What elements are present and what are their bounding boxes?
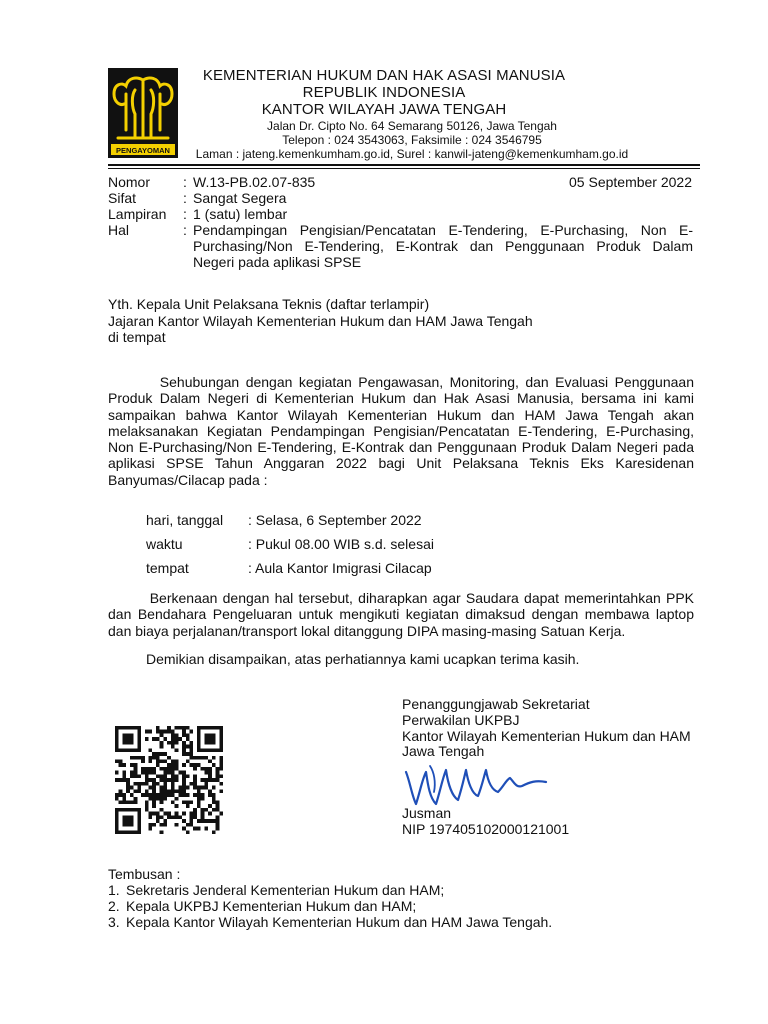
logo-label: PENGAYOMAN xyxy=(116,146,170,155)
body-paragraph-1 xyxy=(108,374,694,488)
hal-label: Hal xyxy=(108,222,130,238)
colon: : xyxy=(183,174,187,190)
colon: : xyxy=(183,190,187,206)
letter-date: 05 September 2022 xyxy=(569,174,692,190)
paragraph-line: Berkenaan dengan hal tersebut, diharapkan agar Saudara dapat memerintahkan PPK xyxy=(108,590,694,606)
signer-name: Jusman xyxy=(402,805,452,821)
lampiran-label: Lampiran xyxy=(108,206,167,222)
closing-text: Demikian disampaikan, atas perhatiannya kami ucapkan terima kasih. xyxy=(146,651,580,667)
paragraph-line: Produk Dalam Negeri di Kementerian Hukum dan Hak Asasi Manusia, bersama ini kami xyxy=(108,390,694,407)
hal-line: Purchasing/Non E-Tendering, E-Kontrak dan Penggunaan Produk Dalam xyxy=(193,238,693,254)
paragraph-line: Banyumas/Cilacap pada : xyxy=(108,471,268,488)
sifat-value: Sangat Segera xyxy=(193,190,287,206)
signer-title: Jawa Tengah xyxy=(402,743,485,759)
paragraph-line: melaksanakan Kegiatan Pendampingan Pengisian/Pencatatan E-Tendering, E-Purchasing, xyxy=(108,422,694,439)
hal-value xyxy=(193,222,693,270)
qr-code xyxy=(113,726,225,834)
lampiran-value: 1 (satu) lembar xyxy=(193,206,288,222)
signer-title: Kantor Wilayah Kementerian Hukum dan HAM xyxy=(402,728,691,744)
header-rule-thick xyxy=(108,164,700,166)
detail-value: : Pukul 08.00 WIB s.d. selesai xyxy=(248,536,434,552)
detail-value: : Selasa, 6 September 2022 xyxy=(248,512,422,528)
signer-title: Penanggungjawab Sekretariat xyxy=(402,696,590,712)
paragraph-line: aplikasi SPSE Tahun Anggaran 2022 bagi Unit Pelaksana Teknis Eks Karesidenan xyxy=(108,455,694,472)
recipient-line: Jajaran Kantor Wilayah Kementerian Hukum dan HAM Jawa Tengah xyxy=(108,313,533,329)
office-phone: Telepon : 024 3543063, Faksimile : 024 3546795 xyxy=(282,133,542,147)
nomor-label: Nomor xyxy=(108,174,151,190)
cc-number: 2. xyxy=(108,898,120,914)
body-paragraph-2 xyxy=(108,590,694,639)
cc-text: Sekretaris Jenderal Kementerian Hukum dan HAM; xyxy=(126,882,445,898)
header-rule-thin xyxy=(108,168,700,169)
colon: : xyxy=(183,206,187,222)
sifat-label: Sifat xyxy=(108,190,137,206)
cc-text: Kepala Kantor Wilayah Kementerian Hukum dan HAM Jawa Tengah. xyxy=(126,914,553,930)
handwritten-signature xyxy=(400,752,550,812)
cc-item xyxy=(108,882,444,898)
office-name: KANTOR WILAYAH JAWA TENGAH xyxy=(261,101,507,118)
paragraph-line: Non E-Purchasing/Non E-Tendering, E-Kontrak dan Penggunaan Produk Dalam Negeri pada xyxy=(108,439,694,456)
recipient-line: di tempat xyxy=(108,329,166,345)
office-web: Laman : jateng.kemenkumham.go.id, Surel : kanwil-jateng@kemenkumham.go.id xyxy=(195,147,629,161)
ministry-name: KEMENTERIAN HUKUM DAN HAK ASASI MANUSIA xyxy=(202,67,566,84)
cc-text: Kepala UKPBJ Kementerian Hukum dan HAM; xyxy=(126,898,417,914)
colon: : xyxy=(183,222,187,238)
hal-line: Negeri pada aplikasi SPSE xyxy=(193,254,362,270)
nomor-value: W.13-PB.02.07-835 xyxy=(193,174,316,190)
paragraph-line: dan Bendahara Pengeluaran untuk mengikuti kegiatan dimaksud dengan membawa laptop xyxy=(108,606,694,623)
cc-number: 1. xyxy=(108,882,120,898)
cc-item xyxy=(108,914,552,930)
signer-title: Perwakilan UKPBJ xyxy=(402,712,520,728)
cc-title: Tembusan : xyxy=(108,866,181,882)
cc-item xyxy=(108,898,416,914)
paragraph-line: sampaikan bahwa Kantor Wilayah Kementerian Hukum dan HAM Jawa Tengah akan xyxy=(108,406,694,423)
detail-label: waktu xyxy=(146,536,183,552)
detail-label: tempat xyxy=(146,560,189,576)
detail-label: hari, tanggal xyxy=(146,512,224,528)
detail-value: : Aula Kantor Imigrasi Cilacap xyxy=(248,560,432,576)
hal-line: Pendampingan Pengisian/Pencatatan E-Tendering, E-Purchasing, Non E- xyxy=(193,222,693,238)
signer-nip: NIP 197405102000121001 xyxy=(402,821,570,837)
paragraph-line: Sehubungan dengan kegiatan Pengawasan, Monitoring, dan Evaluasi Penggunaan xyxy=(108,374,694,390)
recipient-line: Yth. Kepala Unit Pelaksana Teknis (daftar terlampir) xyxy=(108,296,430,312)
country-name: REPUBLIK INDONESIA xyxy=(302,84,466,101)
cc-number: 3. xyxy=(108,914,120,930)
paragraph-line: dan biaya perjalanan/transport lokal ditanggung DIPA masing-masing Satuan Kerja. xyxy=(108,622,626,639)
office-address: Jalan Dr. Cipto No. 64 Semarang 50126, Jawa Tengah xyxy=(267,119,557,133)
